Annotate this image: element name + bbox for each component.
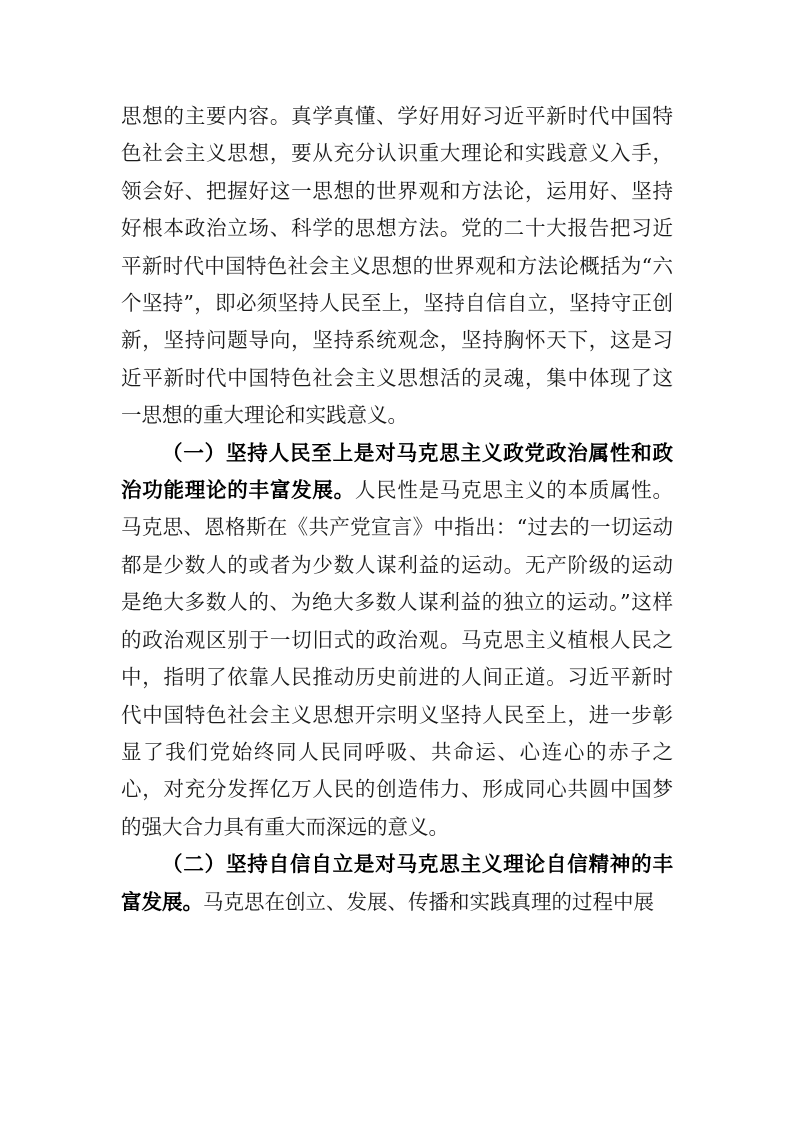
section-heading-two: （二）坚持自信自立是对马克思主义理论自信精神的丰富发展。 <box>121 852 673 914</box>
paragraph-text: 马克思在创立、发展、传播和实践真理的过程中展 <box>203 889 654 914</box>
paragraph-section-one <box>121 435 673 846</box>
section-heading-one: （一）坚持人民至上是对马克思主义政党政治属性和政治功能理论的丰富发展。 <box>121 440 673 503</box>
document-body <box>121 98 673 921</box>
paragraph-text: 人民性是马克思主义的本质属性。马克思、恩格斯在《共产党宣言》中指出：“过去的一切运动都是少数人的或者为少数人谋利益的运动。无产阶级的运动是绝大多数人的、为绝大多数人谋利益的独立的运动。”这样的政治观区别于一切旧式的政治观。马克思主义植根人民之中，指明了依靠人民推动历史前进的人间正道。习近平新时代中国特色社会主义思想开宗明义坚持人民至上，进一步彰显了我们党始终同人民同呼吸、共命运、心连心的赤子之心，对充分发挥亿万人民的创造伟力、形成同心共圆中国梦的强大合力具有重大而深远的意义。 <box>121 478 673 839</box>
paragraph-text: 思想的主要内容。真学真懂、学好用好习近平新时代中国特色社会主义思想，要从充分认识重大理论和实践意义入手，领会好、把握好这一思想的世界观和方法论，运用好、坚持好根本政治立场、科学的思想方法。党的二十大报告把习近平新时代中国特色社会主义思想的世界观和方法论概括为“六个坚持”，即必须坚持人民至上，坚持自信自立，坚持守正创新，坚持问题导向，坚持系统观念，坚持胸怀天下，这是习近平新时代中国特色社会主义思想活的灵魂，集中体现了这一思想的重大理论和实践意义。 <box>121 104 673 428</box>
paragraph-continuation <box>121 98 673 435</box>
paragraph-section-two <box>121 846 673 921</box>
